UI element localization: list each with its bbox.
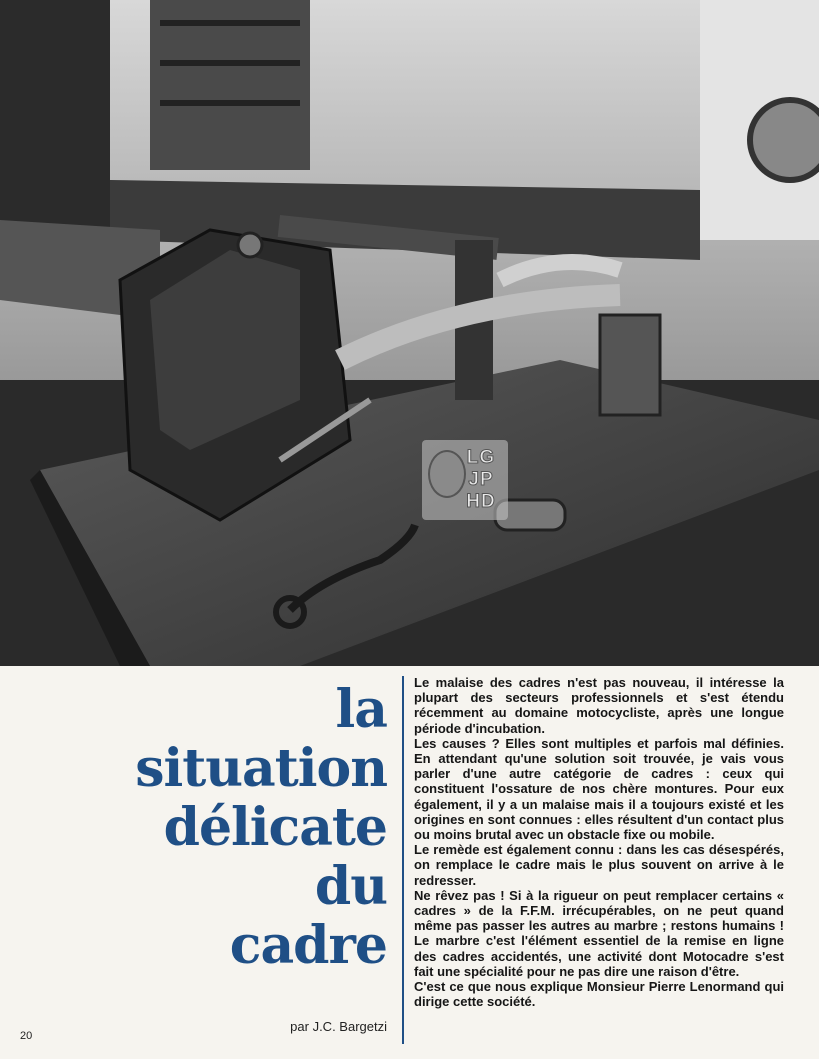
title-line: du [314,856,387,917]
column-divider [402,676,404,1044]
article-body [414,675,784,1009]
watermark-line: LG [466,447,496,468]
title-line: situation [135,738,387,799]
article-title [67,680,387,975]
paragraph: Ne rêvez pas ! Si à la rigueur on peut remplacer certains « cadres » de la F.F.M. irrécupérables, on ne peut quand même pas passer les autres au marbre ; restons humains ! Le marbre c'est l'élément essentiel de la remise en ligne des cadres accidentés, une activité dont Motocadre s'est fait une spécialité pour ne pas dire une raison d'être. [414,887,784,979]
page-number: 20 [20,1030,33,1042]
paragraph: Les causes ? Elles sont multiples et parfois mal définies. En attendant qu'une solution soit trouvée, je vais vous parler d'une autre catégorie de cadres : ceux qui constituent l'ossature de nos chère montures. Pour eux également, il y a un malaise mais il a toujours existé et les origines en sont connues : elles résultent d'un contact plus ou moins brutal avec un obstacle fixe ou mobile. [414,735,784,843]
paragraph: Le remède est également connu : dans les cas désespérés, on remplace le cadre mais le plus souvent on arrive à le redresser. [414,842,784,888]
byline: par J.C. Bargetzi [290,1019,387,1034]
paragraph: C'est ce que nous explique Monsieur Pierre Lenormand qui dirige cette société. [414,979,784,1010]
title-line: la [335,679,387,740]
paragraph: Le malaise des cadres n'est pas nouveau, il intéresse la plupart des secteurs professionnels et s'est étendu récemment au domaine motocycliste, après une longue période d'incubation. [414,675,784,736]
watermark-line: HD [466,491,496,512]
watermark-face-icon [428,450,466,498]
title-line: délicate [163,797,387,858]
title-line: cadre [229,915,387,976]
watermark-line: JP [468,469,494,490]
watermark-logo [422,440,508,520]
